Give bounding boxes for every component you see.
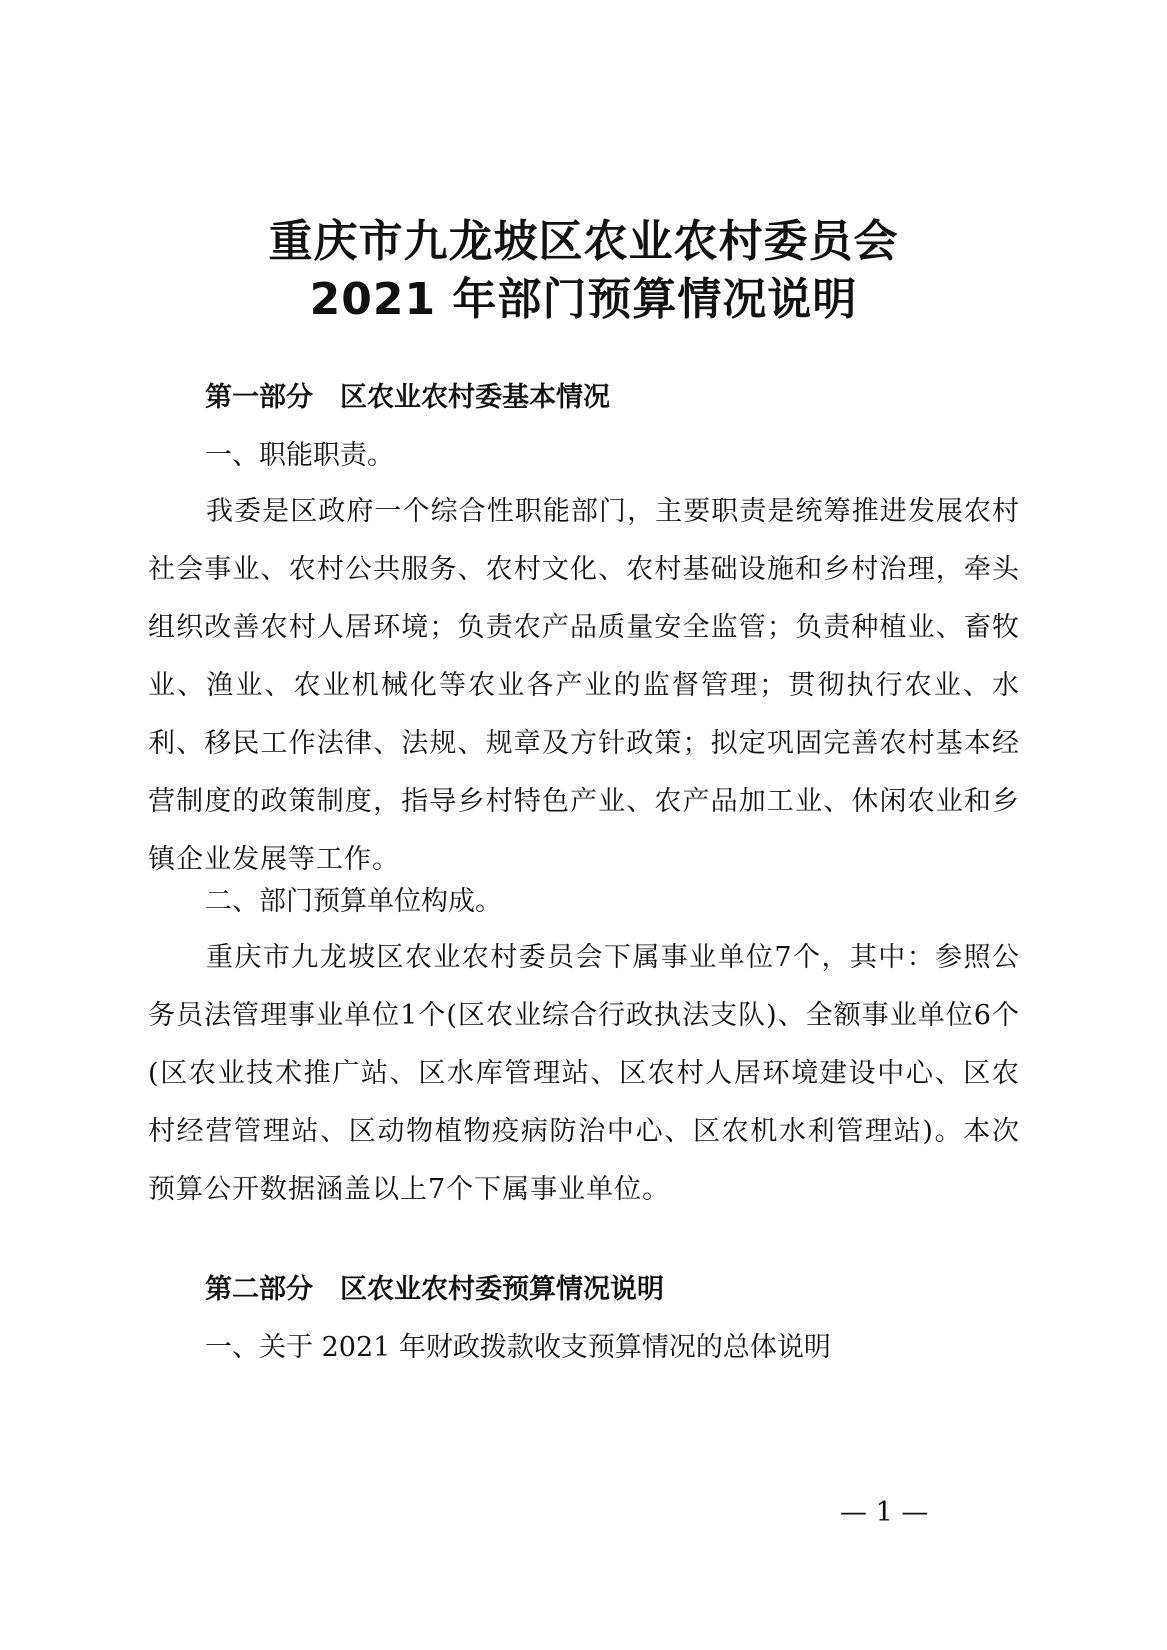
section-units-paragraph: 重庆市九龙坡区农业农村委员会下属事业单位7个，其中：参照公务员法管理事业单位1个(区农业综合行政执法支队)、全额事业单位6个(区农业技术推广站、区水库管理站、区农村人居环境建设中心、区农村经营管理站、区动物植物疫病防治中心、区农机水利管理站)。本次预算公开数据涵盖以上7个下属事业单位。: [148, 942, 1020, 1205]
section-duties-heading: 一、职能职责。: [205, 440, 394, 471]
document-title-line-1: 重庆市九龙坡区农业农村委员会: [268, 216, 899, 267]
part-two-heading: 第二部分 区农业农村委预算情况说明: [205, 1274, 664, 1305]
document-title-line-2: 2021 年部门预算情况说明: [309, 274, 858, 325]
part-one-heading: 第一部分 区农业农村委基本情况: [205, 382, 610, 413]
section-duties-paragraph: 我委是区政府一个综合性职能部门，主要职责是统筹推进发展农村社会事业、农村公共服务、农村文化、农村基础设施和乡村治理，牵头组织改善农村人居环境；负责农产品质量安全监管；负责种植业、畜牧业、渔业、农业机械化等农业各产业的监督管理；贯彻执行农业、水利、移民工作法律、法规、规章及方针政策；拟定巩固完善农村基本经营制度的政策制度，指导乡村特色产业、农产品加工业、休闲农业和乡镇企业发展等工作。: [148, 496, 1020, 875]
section-units-heading: 二、部门预算单位构成。: [205, 886, 502, 917]
part-two-section-one-heading: 一、关于 2021 年财政拨款收支预算情况的总体说明: [205, 1332, 831, 1363]
page-number: — 1 —: [840, 1497, 929, 1528]
